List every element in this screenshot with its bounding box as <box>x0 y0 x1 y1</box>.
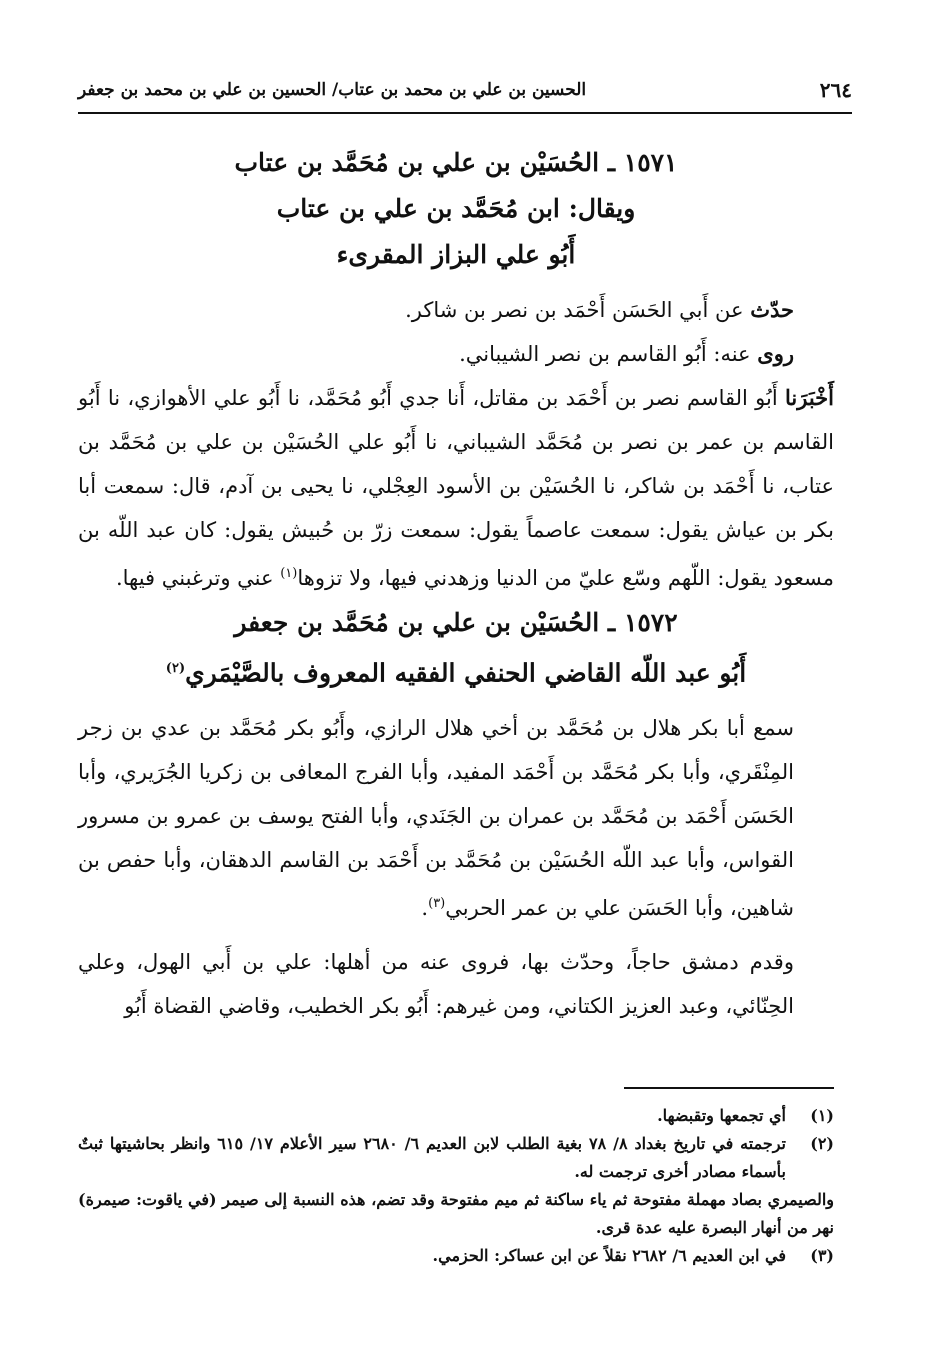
paragraph-rawa <box>78 332 834 376</box>
paragraph-text: أَبُو القاسم نصر بن أَحْمَد بن مقاتل، أَنا جدي أَبُو مُحَمَّد، نا أَبُو علي الأهوازي، نا أَبُو القاسم بن عمر بن نصر بن مُحَمَّد الشيباني، نا أَبُو علي الحُسَيْن بن علي بن مُحَمَّد بن عتاب، نا أَحْمَد بن شاكر، نا الحُسَيْن بن الأسود العِجْلي، نا يحيى بن آدم، قال: سمعت أبا بكر بن عياش يقول: سمعت عاصماً يقول: سمعت زرّ بن حُبيش يقول: كان عبد اللّه بن مسعود يقول: اللّهم وسّع عليّ من الدنيا وزهدني فيها، ولا تزوها <box>78 386 834 590</box>
footnote-divider <box>624 1087 834 1089</box>
footnote-text: ترجمته في تاريخ بغداد ٨/ ٧٨ بغية الطلب لابن العديم ٦/ ٢٦٨٠ سير الأعلام ١٧/ ٦١٥ وانظر بحاشيتها ثبتٌ بأسماء مصادر أخرى ترجمت له. <box>78 1134 787 1181</box>
entry-1571 <box>78 140 834 600</box>
footnote-ref[interactable]: (١) <box>280 566 298 581</box>
entry-title-line <box>78 646 834 696</box>
paragraph-isnad <box>78 376 834 600</box>
footnote-ref[interactable]: (٣) <box>428 896 446 912</box>
paragraph-students: وقدم دمشق حاجاً، وحدّث بها، فروى عنه من أهلها: علي بن أَبي الهول، وعلي الحِنّائي، وعبد العزيز الكتاني، ومن غيرهم: أَبُو بكر الخطيب، وقاضي القضاة أَبُو <box>78 950 794 1019</box>
paragraph-text-end: عني وترغبني فيها. <box>115 566 281 590</box>
entry-title-line: أَبُو علي البزاز المقرىء <box>336 240 576 269</box>
entry-title-line: ١٥٧١ ـ الحُسَيْن بن علي بن مُحَمَّد بن عتاب <box>234 148 678 177</box>
footnote-item <box>78 1102 834 1130</box>
footnotes <box>78 1102 834 1270</box>
footnote-number: (١) <box>810 1106 834 1125</box>
main-text <box>78 140 834 1028</box>
footnote-text: في ابن العديم ٦/ ٢٦٨٢ نقلاً عن ابن عساكر: الحزمي. <box>432 1246 786 1265</box>
paragraph-lead: أَخْبَرَنا <box>785 385 834 410</box>
page-number: ٢٦٤ <box>819 78 852 102</box>
paragraph-text: عنه: أَبُو القاسم بن نصر الشيباني. <box>459 342 758 366</box>
footnote-item <box>78 1130 834 1186</box>
footnote-continuation <box>78 1186 834 1242</box>
footnote-text: أي تجمعها وتقبضها. <box>657 1106 786 1125</box>
paragraph-text: عن أَبي الحَسَن أَحْمَد بن نصر بن شاكر. <box>405 298 751 322</box>
paragraph-teachers <box>78 706 834 930</box>
footnote-ref[interactable]: (٢) <box>165 661 186 676</box>
footnote-number: (٢) <box>810 1134 834 1153</box>
paragraph-lead: روى <box>757 341 794 366</box>
footnote-item <box>78 1242 834 1270</box>
entry-title-text: أَبُو عبد اللّه القاضي الحنفي الفقيه المعروف بالصَّيْمَري <box>185 658 747 688</box>
running-header <box>78 68 852 114</box>
paragraph-text-end: . <box>421 896 429 921</box>
footnote-number: (٣) <box>810 1246 834 1265</box>
paragraph-text: سمع أبا بكر هلال بن مُحَمَّد بن أخي هلال الرازي، وأَبُو بكر مُحَمَّد بن عدي بن زجر المِنْقَري، وأبا بكر مُحَمَّد بن أَحْمَد المفيد، وأبا الفرج المعافى بن زكريا الجُرَيري، وأبا الحَسَن أَحْمَد بن مُحَمَّد بن عمران بن الجَنَدي، وأبا الفتح يوسف بن عمرو بن مسرور القواس، وأبا عبد اللّه الحُسَيْن بن مُحَمَّد بن أَحْمَد بن القاسم الدهقان، وأبا حفص بن شاهين، وأبا الحَسَن علي بن عمر الحربي <box>78 716 794 921</box>
footnote-text: والصيمري بصاد مهملة مفتوحة ثم ياء ساكنة ثم ميم مفتوحة وقد تضم، هذه النسبة إلى صيمر (في ياقوت: صيمرة) نهر من أنهار البصرة عليه عدة قرى. <box>78 1190 834 1237</box>
entry-title-line: ويقال: ابن مُحَمَّد بن علي بن عتاب <box>276 194 636 223</box>
entry-title-line: ١٥٧٢ ـ الحُسَيْن بن علي بن مُحَمَّد بن جعفر <box>234 608 678 637</box>
running-title: الحسين بن علي بن محمد بن عتاب/ الحسين بن علي بن محمد بن جعفر <box>78 80 587 100</box>
paragraph-lead: حدّث <box>750 297 794 322</box>
paragraph-hadath <box>78 288 834 332</box>
entry-1572 <box>78 600 834 1028</box>
